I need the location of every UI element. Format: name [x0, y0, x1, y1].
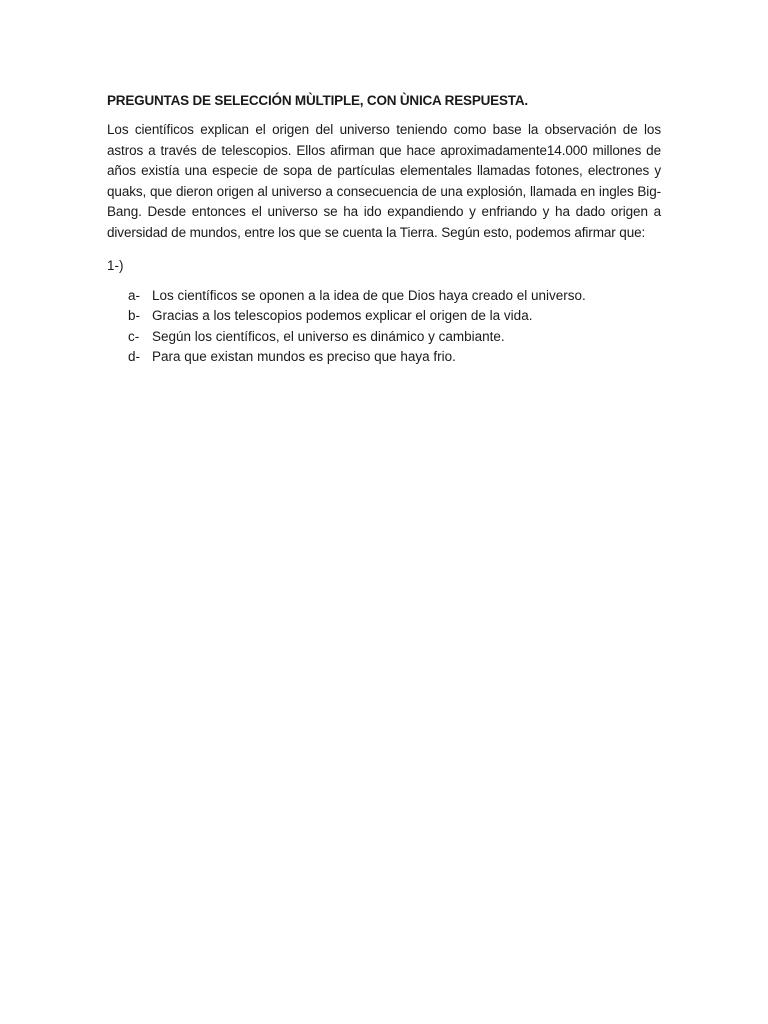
document-page: [107, 92, 661, 368]
answer-option-d: [128, 347, 661, 368]
option-text: Los científicos se oponen a la idea de que Dios haya creado el universo.: [152, 287, 586, 303]
option-letter: a-: [128, 287, 141, 303]
answer-option-b: [128, 306, 661, 327]
option-text: Para que existan mundos es preciso que haya frio.: [152, 349, 456, 365]
answer-option-a: [128, 286, 661, 307]
document-title: PREGUNTAS DE SELECCIÓN MÙLTIPLE, CON ÙNICA RESPUESTA.: [107, 93, 528, 108]
option-letter: c-: [128, 328, 140, 344]
answer-options-list: [107, 286, 661, 368]
option-text: Gracias a los telescopios podemos explicar el origen de la vida.: [152, 308, 533, 324]
answer-option-c: [128, 327, 661, 348]
question-number: 1-): [107, 257, 124, 273]
option-letter: b-: [128, 308, 141, 324]
question-stem-paragraph: Los científicos explican el origen del universo teniendo como base la observación de los astros a través de telescopios. Ellos afirman que hace aproximadamente14.000 millones de años existía una especie de sopa de partículas elementales llamadas fotones, electrones y quaks, que dieron origen al universo a consecuencia de una explosión, llamada en ingles Big-Bang. Desde entonces el universo se ha ido expandiendo y enfriando y ha dado origen a diversidad de mundos, entre los que se cuenta la Tierra. Según esto, podemos afirmar que:: [107, 122, 661, 240]
option-letter: d-: [128, 349, 141, 365]
option-text: Según los científicos, el universo es dinámico y cambiante.: [152, 328, 505, 344]
